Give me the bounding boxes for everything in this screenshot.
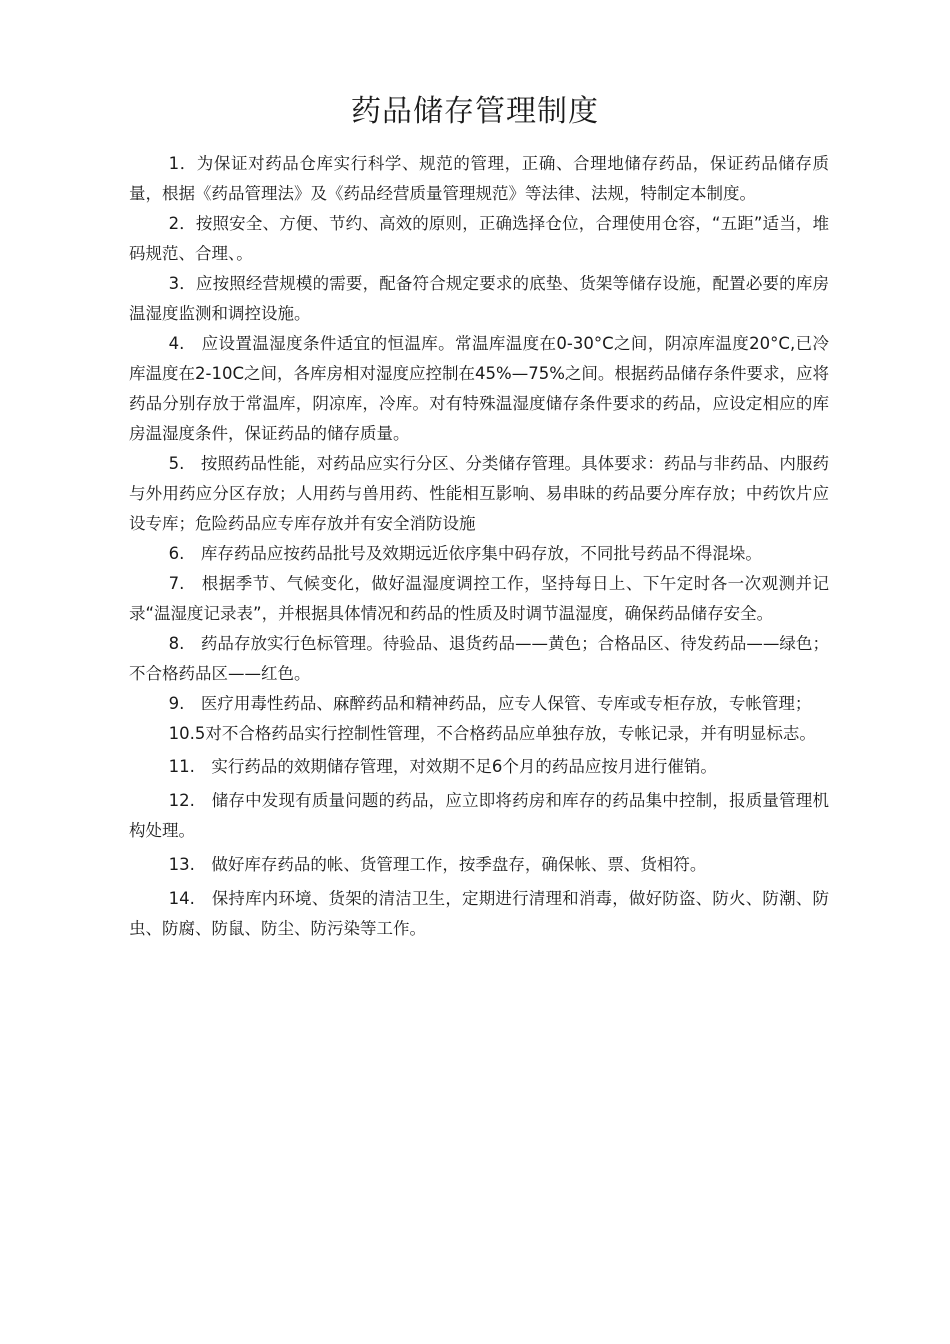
paragraph-11: 11. 实行药品的效期储存管理，对效期不足6个月的药品应按月进行催销。 — [168, 757, 717, 776]
document-body — [129, 149, 829, 944]
paragraph-7: 7. 根据季节、气候变化，做好温湿度调控工作，坚持每日上、下午定时各一次观测并记录“温湿度记录表”，并根据具体情况和药品的性质及时调节温湿度，确保药品储存安全。 — [129, 574, 829, 623]
paragraph-12: 12. 储存中发现有质量问题的药品，应立即将药房和库存的药品集中控制，报质量管理机构处理。 — [129, 791, 829, 840]
paragraph-14: 14. 保持库内环境、货架的清洁卫生，定期进行清理和消毒，做好防盗、防火、防潮、防虫、防腐、防鼠、防尘、防污染等工作。 — [129, 889, 829, 938]
paragraph-9: 9. 医疗用毒性药品、麻醉药品和精神药品，应专人保管、专库或专柜存放，专帐管理； — [168, 694, 812, 713]
paragraph-1: 1．为保证对药品仓库实行科学、规范的管理，正确、合理地储存药品，保证药品储存质量，根据《药品管理法》及《药品经营质量管理规范》等法律、法规，特制定本制度。 — [129, 154, 829, 203]
paragraph-5: 5. 按照药品性能，对药品应实行分区、分类储存管理。具体要求：药品与非药品、内服药与外用药应分区存放；人用药与兽用药、性能相互影响、易串昧的药品要分库存放；中药饮片应设专库；危险药品应专库存放并有安全消防设施 — [129, 454, 829, 533]
paragraph-13: 13. 做好库存药品的帐、货管理工作，按季盘存，确保帐、票、货相符。 — [168, 855, 707, 874]
page-title: 药品储存管理制度 — [351, 94, 599, 129]
paragraph-6: 6. 库存药品应按药品批号及效期远近依序集中码存放，不同批号药品不得混垛。 — [168, 544, 762, 563]
paragraph-8: 8. 药品存放实行色标管理。待验品、退货药品——黄色；合格品区、待发药品——绿色；不合格药品区——红色。 — [129, 634, 829, 683]
paragraph-4: 4. 应设置温湿度条件适宜的恒温库。常温库温度在0-30°C之间，阴凉库温度20°C,已冷库温度在2-10C之间，各库房相对湿度应控制在45%—75%之间。根据药品储存条件要求，应将药品分别存放于常温库，阴凉库，冷库。对有特殊温湿度储存条件要求的药品，应设定相应的库房温湿度条件，保证药品的储存质量。 — [129, 334, 829, 443]
paragraph-10: 10.5对不合格药品实行控制性管理，不合格药品应单独存放，专帐记录，并有明显标志。 — [168, 724, 816, 743]
paragraph-2: 2．按照安全、方便、节约、高效的原则，正确选择仓位，合理使用仓容，“五距”适当，堆码规范、合理、。 — [129, 214, 829, 263]
paragraph-3: 3．应按照经营规模的需要，配备符合规定要求的底垫、货架等储存设施，配置必要的库房温湿度监测和调控设施。 — [129, 274, 829, 323]
